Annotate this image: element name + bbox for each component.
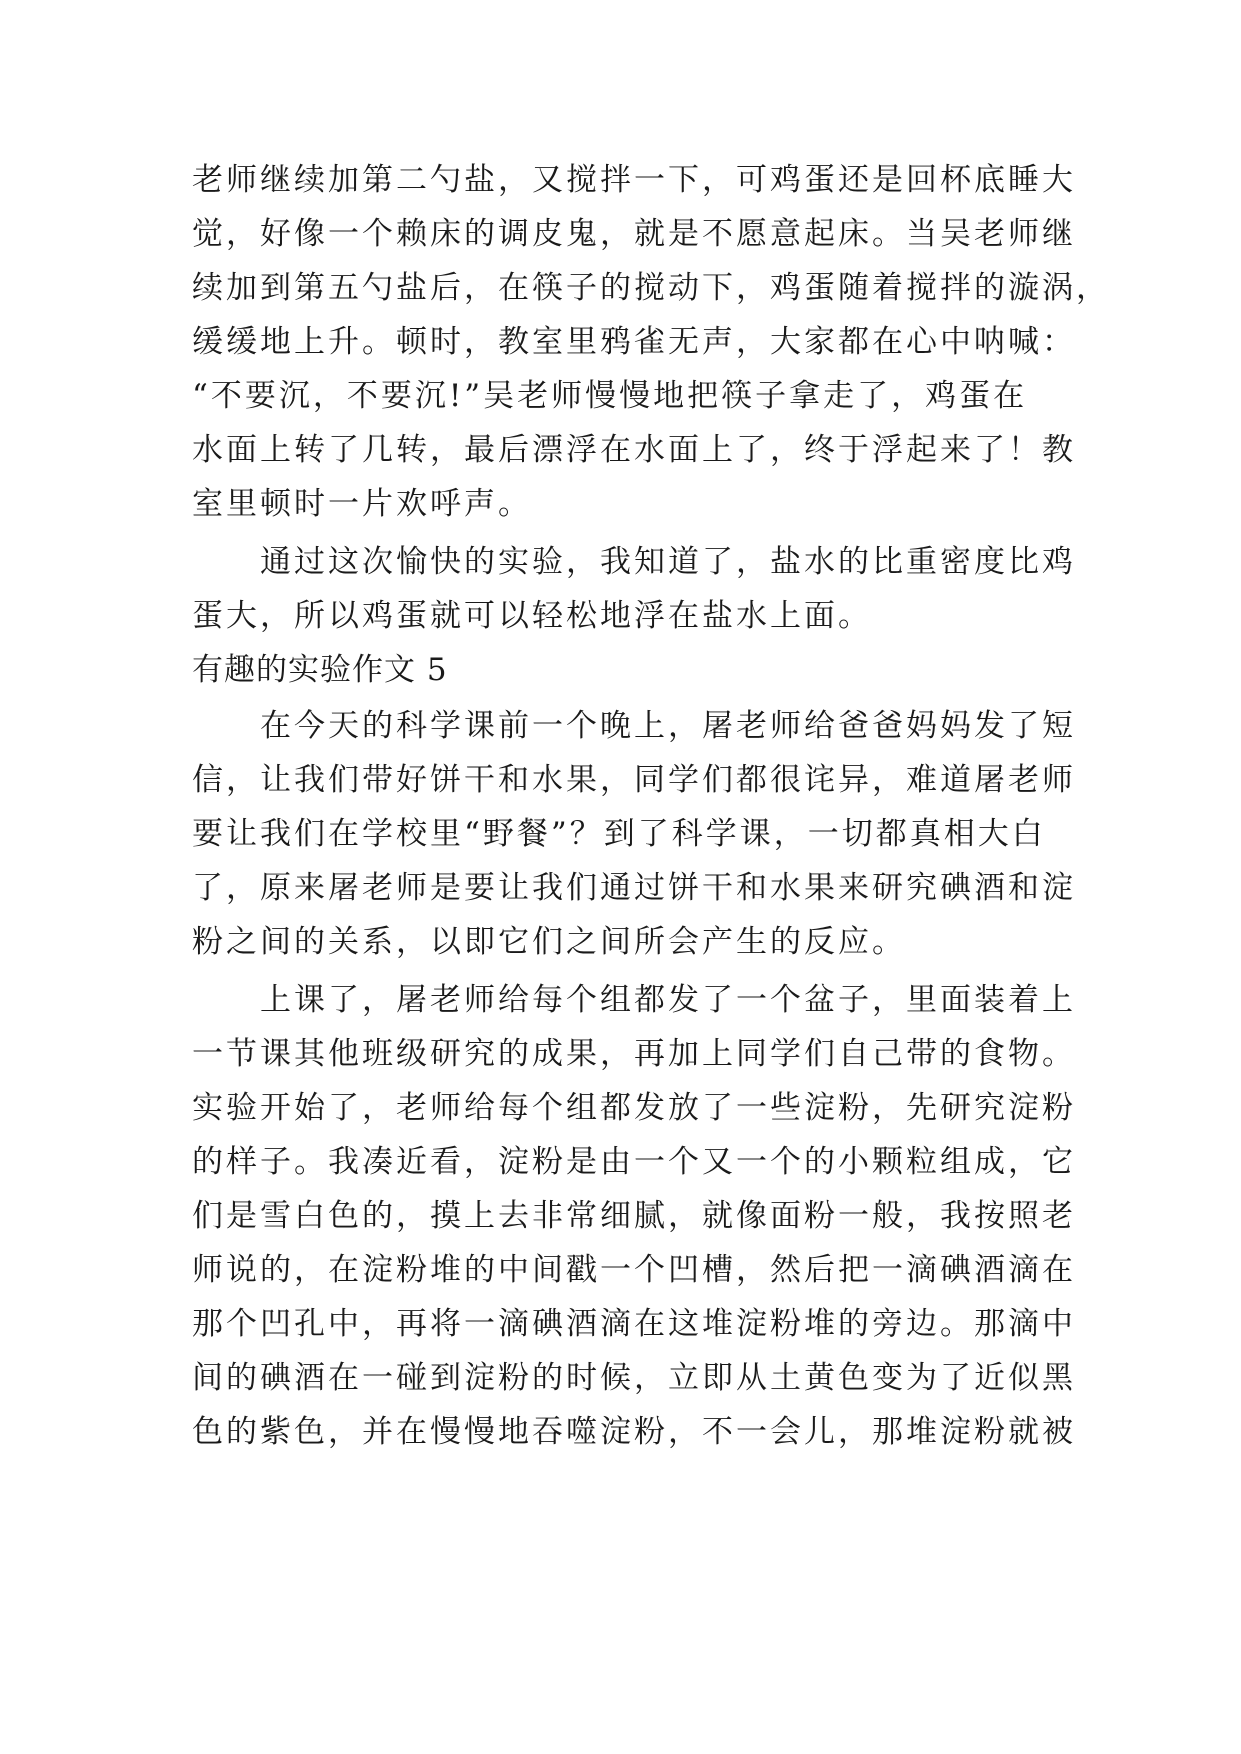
text-line: 缓缓地上升。顿时，教室里鸦雀无声，大家都在心中呐喊：	[192, 324, 1076, 360]
text-line: 师说的，在淀粉堆的中间戳一个凹槽，然后把一滴碘酒滴在	[192, 1252, 1076, 1288]
section-heading: 有趣的实验作文 5	[192, 652, 448, 688]
text-line: “不要沉，不要沉!”吴老师慢慢地把筷子拿走了，鸡蛋在	[192, 378, 1028, 414]
text-line: 要让我们在学校里“野餐”？到了科学课，一切都真相大白	[192, 816, 1046, 852]
text-line: 粉之间的关系，以即它们之间所会产生的反应。	[192, 924, 906, 960]
text-line: 那个凹孔中，再将一滴碘酒滴在这堆淀粉堆的旁边。那滴中	[192, 1306, 1076, 1342]
text-line: 一节课其他班级研究的成果，再加上同学们自己带的食物。	[192, 1036, 1076, 1072]
text-line: 信，让我们带好饼干和水果，同学们都很诧异，难道屠老师	[192, 762, 1076, 798]
text-line: 通过这次愉快的实验，我知道了，盐水的比重密度比鸡	[192, 544, 1076, 580]
text-line: 在今天的科学课前一个晚上，屠老师给爸爸妈妈发了短	[192, 708, 1076, 744]
text-line: 上课了，屠老师给每个组都发了一个盆子，里面装着上	[192, 982, 1076, 1018]
text-line: 们是雪白色的，摸上去非常细腻，就像面粉一般，我按照老	[192, 1198, 1076, 1234]
text-line: 的样子。我凑近看，淀粉是由一个又一个的小颗粒组成，它	[192, 1144, 1076, 1180]
text-line: 老师继续加第二勺盐，又搅拌一下，可鸡蛋还是回杯底睡大	[192, 162, 1076, 198]
text-line: 水面上转了几转，最后漂浮在水面上了，终于浮起来了！教	[192, 432, 1076, 468]
text-line: 色的紫色，并在慢慢地吞噬淀粉，不一会儿，那堆淀粉就被	[192, 1414, 1076, 1450]
text-line: 蛋大，所以鸡蛋就可以轻松地浮在盐水上面。	[192, 598, 872, 634]
text-line: 续加到第五勺盐后，在筷子的搅动下，鸡蛋随着搅拌的漩涡，	[192, 270, 1110, 306]
text-line: 了，原来屠老师是要让我们通过饼干和水果来研究碘酒和淀	[192, 870, 1076, 906]
text-line: 实验开始了，老师给每个组都发放了一些淀粉，先研究淀粉	[192, 1090, 1076, 1126]
text-line: 室里顿时一片欢呼声。	[192, 486, 532, 522]
text-line: 觉，好像一个赖床的调皮鬼，就是不愿意起床。当吴老师继	[192, 216, 1076, 252]
text-line: 间的碘酒在一碰到淀粉的时候，立即从土黄色变为了近似黑	[192, 1360, 1076, 1396]
